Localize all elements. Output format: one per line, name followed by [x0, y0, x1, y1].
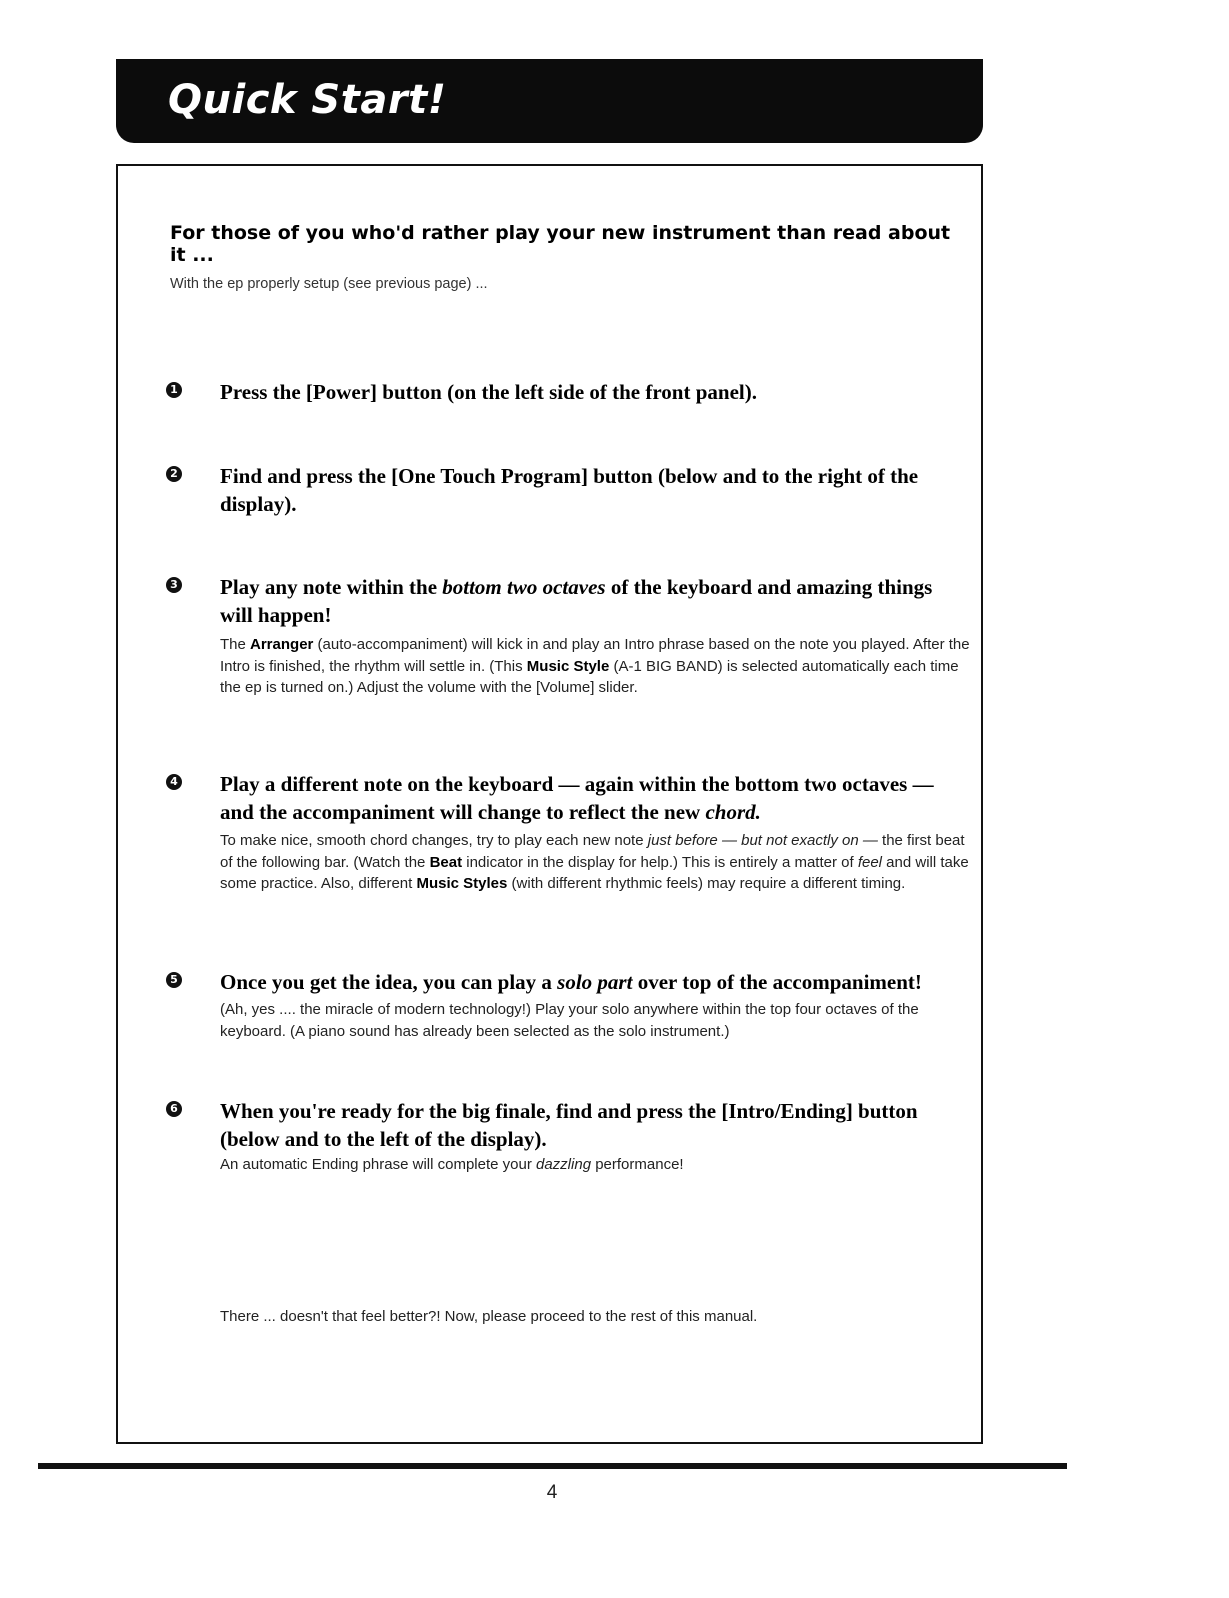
step-description: The Arranger (auto-accompaniment) will kick in and play an Intro phrase based on the note you played. After the Intro is finished, the rhythm will settle in. (This Music Style (A-1 BIG BAND) is selected automatically each time the ep is turned on.) Adjust the volume with the [Volume] slider. — [220, 636, 970, 696]
content-box — [116, 164, 983, 1444]
title-banner — [116, 59, 983, 143]
step-title: When you're ready for the big finale, find and press the [Intro/Ending] button (below and to the left of the display). — [220, 1099, 918, 1151]
step-number: 6 — [166, 1101, 182, 1117]
step-description: To make nice, smooth chord changes, try to play each new note just before — but not exactly on — the first beat of the following bar. (Watch the Beat indicator in the display for help.) This is entirely a matter of feel and will take some practice. Also, different Music Styles (with different rhythmic feels) may require a different timing. — [220, 832, 969, 892]
step-number: 1 — [166, 382, 182, 398]
step-number: 2 — [166, 466, 182, 482]
step-title: Play a different note on the keyboard — again within the bottom two octaves — and the accompaniment will change to reflect the new chord. — [220, 772, 934, 824]
step-title: Find and press the [One Touch Program] button (below and to the right of the display). — [220, 464, 919, 516]
step-title: Press the [Power] button (on the left side of the front panel). — [220, 380, 757, 404]
intro-text: With the ep properly setup (see previous page) ... — [170, 276, 488, 292]
closing-text: There ... doesn't that feel better?! Now, please proceed to the rest of this manual. — [220, 1308, 758, 1325]
section-heading: For those of you who'd rather play your new instrument than read about it ... — [170, 222, 951, 266]
step-title: Play any note within the bottom two octaves of the keyboard and amazing things will happen! — [220, 575, 933, 627]
page-title: Quick Start! — [168, 77, 447, 123]
page-number: 4 — [546, 1482, 558, 1503]
step-number: 5 — [166, 972, 182, 988]
step-title: Once you get the idea, you can play a solo part over top of the accompaniment! — [220, 970, 922, 994]
step-number: 4 — [166, 774, 182, 790]
step-description: An automatic Ending phrase will complete your dazzling performance! — [220, 1156, 684, 1173]
step-number: 3 — [166, 577, 182, 593]
footer-divider — [38, 1463, 1067, 1469]
step-description: (Ah, yes .... the miracle of modern technology!) Play your solo anywhere within the top four octaves of the keyboard. (A piano sound has already been selected as the solo instrument.) — [220, 1001, 919, 1040]
